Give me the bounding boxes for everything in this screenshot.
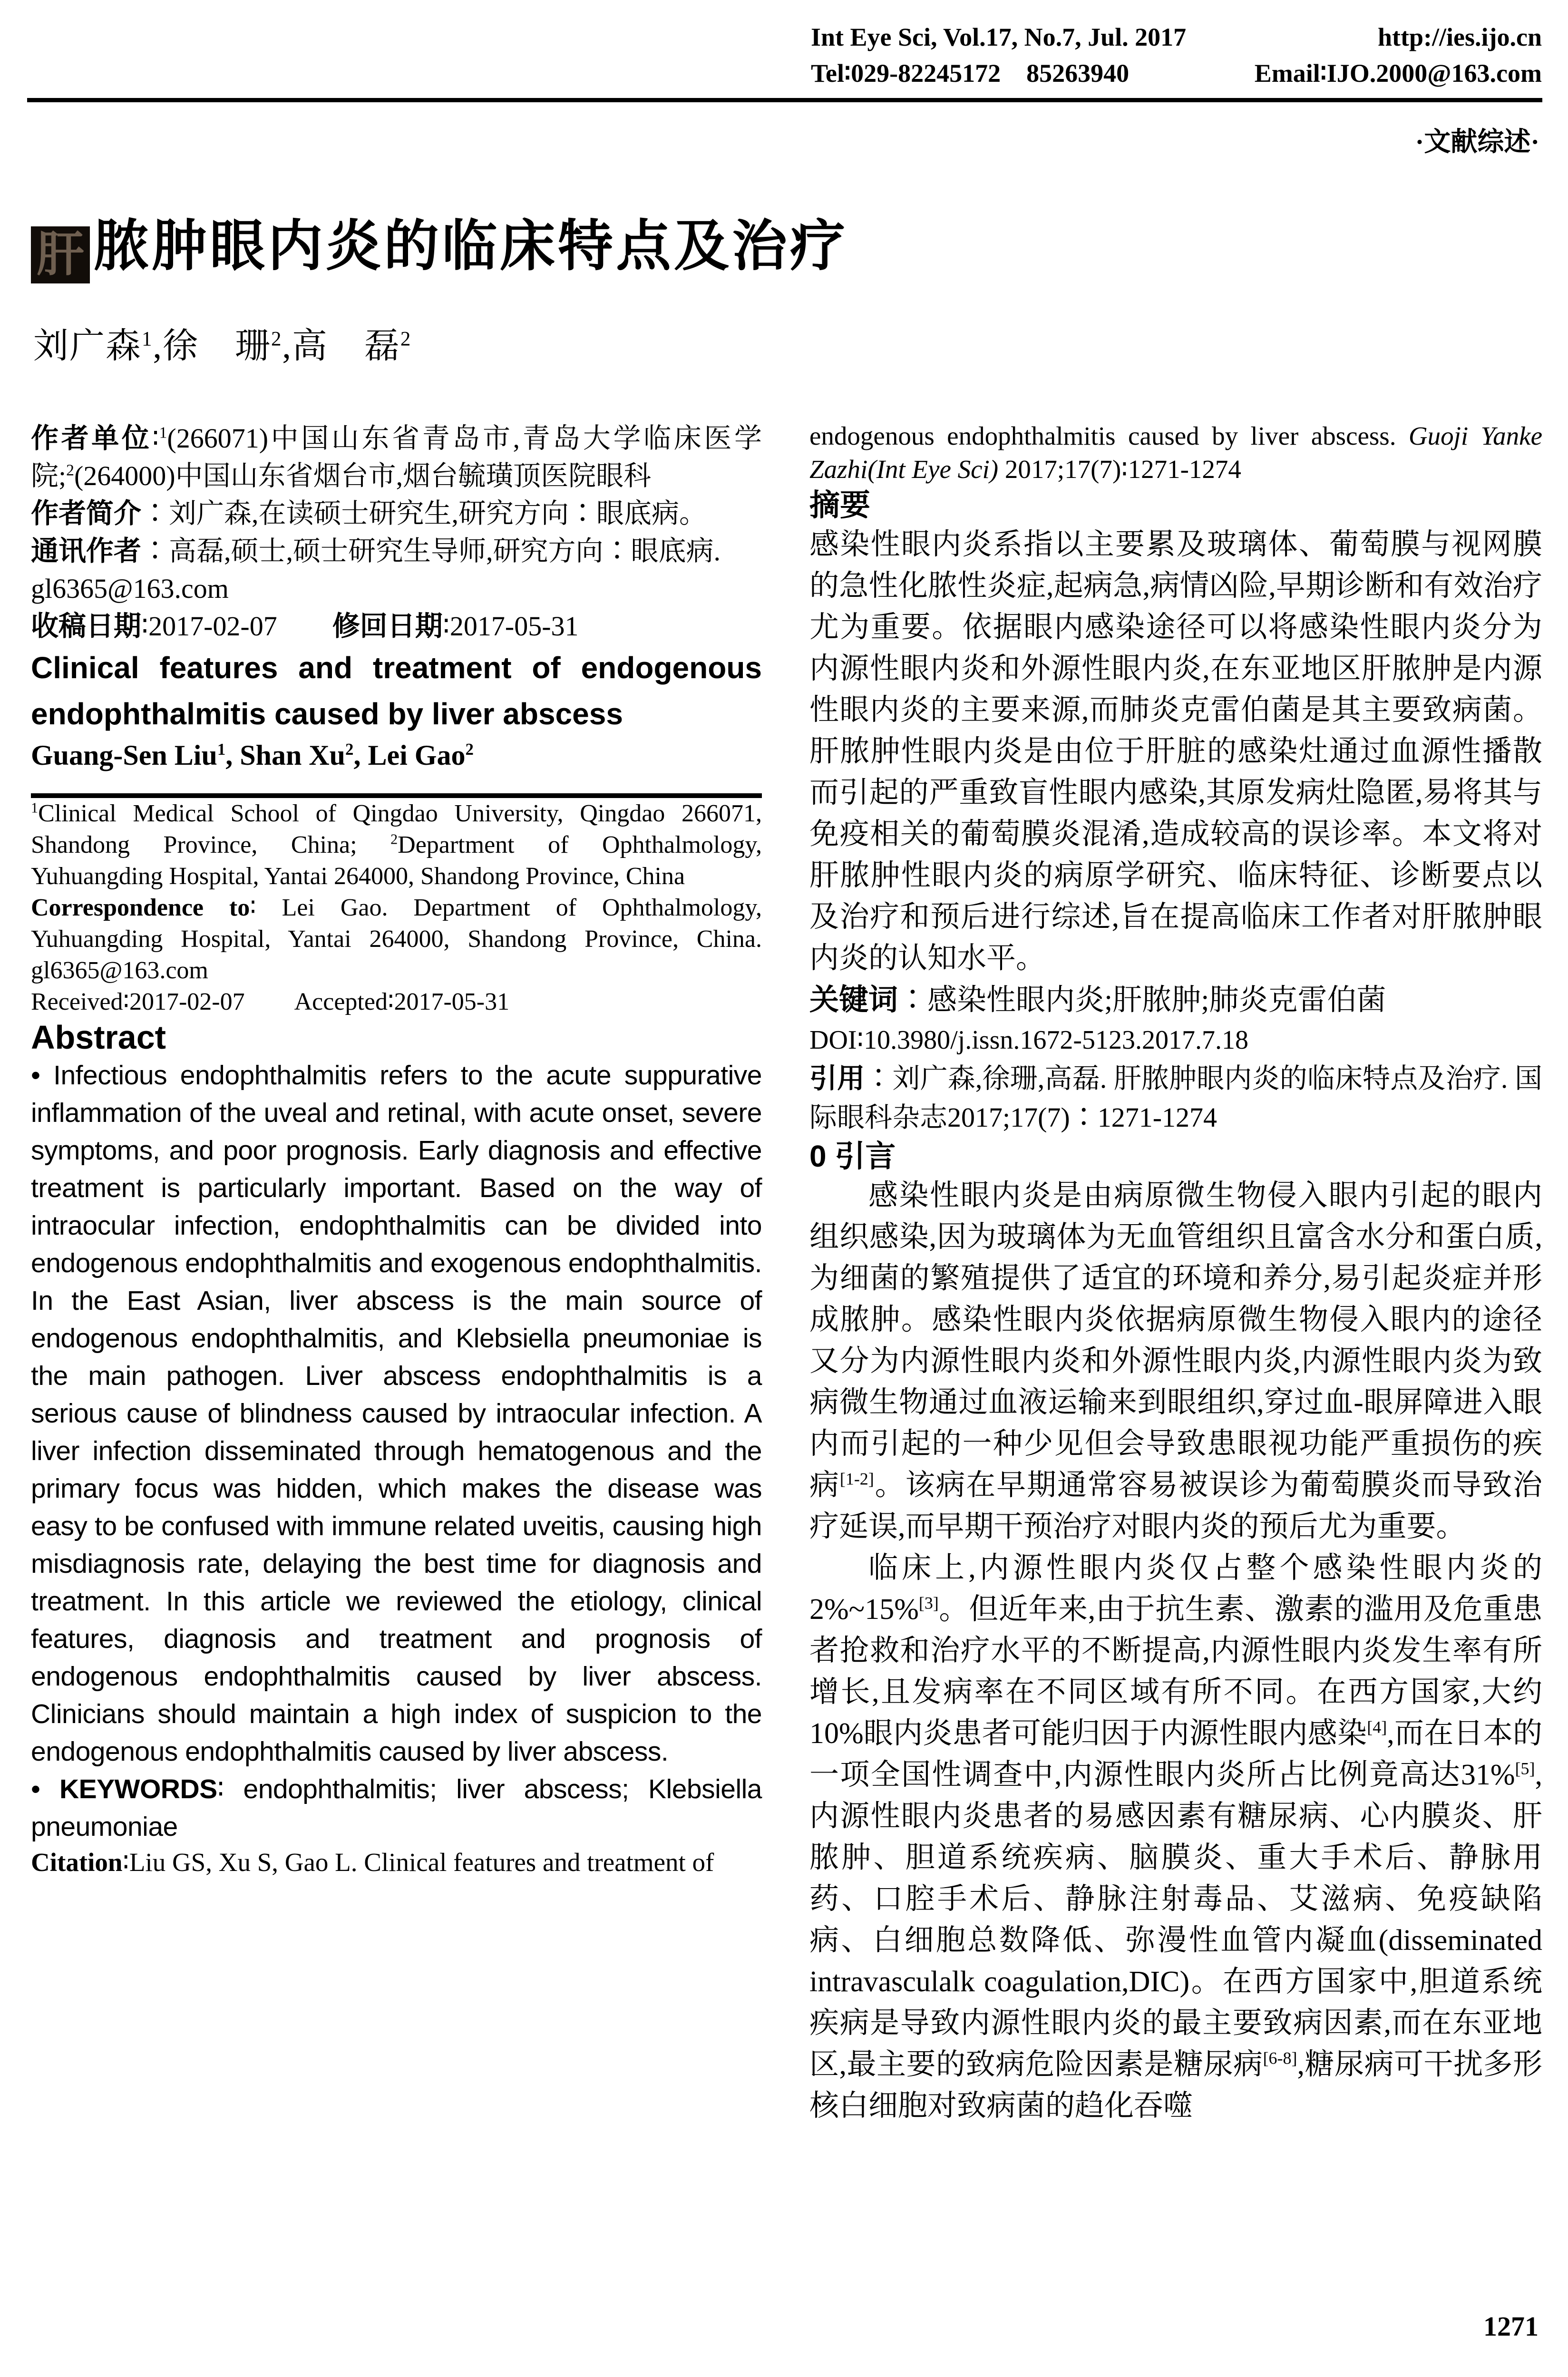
citation-en: Citation∶Liu GS, Xu S, Gao L. Clinical features and treatment of (31, 1848, 714, 1877)
divider-rule (31, 793, 762, 798)
intro-paragraph-1: 感染性眼内炎是由病原微生物侵入眼内引起的眼内组织感染,因为玻璃体为无血管组织且富含水分和蛋白质,为细菌的繁殖提供了适宜的环境和养分,易引起炎症并形成脓肿。感染性眼内炎依据病原微生物侵入眼内的途径又分为内源性眼内炎和外源性眼内炎,内源性眼内炎为致病微生物通过血液运输来到眼组织,穿过血-眼屏障进入眼内而引起的一种少见但会导致患眼视功能严重损伤的疾病[1-2]。该病在早期通常容易被误诊为葡萄膜炎而导致治疗延误,而早期干预治疗对眼内炎的预后尤为重要。 (809, 1179, 1542, 1543)
citation-continuation: endogenous endophthalmitis caused by liver abscess. Guoji Yanke Zazhi(Int Eye Sci) 2017;17(7)∶1271-1274 (809, 421, 1542, 484)
drop-cap: 肝 (31, 226, 90, 283)
journal-volume: Int Eye Sci, Vol.17, No.7, Jul. 2017 (811, 23, 1187, 51)
abstract-heading-cn: 摘要 (809, 488, 870, 522)
authors-cn: 刘广森$^1$,徐 珊$^2$,高 磊$^2$ (33, 327, 412, 366)
affiliation-en: $^1$Clinical Medical School of Qingdao University, Qingdao 266071, Shandong Province, China; $^2$Department of Ophthalmology, Yuhuangding Hospital, Yantai 264000, Shandong Province, China (31, 799, 762, 890)
page-number: 1271 (1483, 2311, 1539, 2342)
category-badge: ·文献综述· (1415, 127, 1539, 157)
abstract-text-cn: 感染性眼内炎系指以主要累及玻璃体、葡萄膜与视网膜的急性化脓性炎症,起病急,病情凶险,早期诊断和有效治疗尤为重要。依据眼内感染途径可以将感染性眼内炎分为内源性眼内炎和外源性眼内炎,在东亚地区肝脓肿是内源性眼内炎的主要来源,而肺炎克雷伯菌是其主要致病菌。肝脓肿性眼内炎是由位于肝脏的感染灶通过血源性播散而引起的严重致盲性眼内感染,其原发病灶隐匿,易将其与免疫相关的葡萄膜炎混淆,造成较高的误诊率。本文将对肝脓肿性眼内炎的病原学研究、临床特征、诊断要点以及治疗和预后进行综述,旨在提高临床工作者对肝脓肿眼内炎的认知水平。 (809, 528, 1542, 974)
left-column (31, 419, 762, 1879)
abstract-text: • Infectious endophthalmitis refers to the acute suppurative inflammation of the uveal and retinal, with acute onset, severe symptoms, and poor prognosis. Early diagnosis and effective treatment is particularly important. Based on the way of intraocular infection, endophthalmitis can be divided into endogenous endophthalmitis and exogenous endophthalmitis. In the East Asian, liver abscess is the main source of endogenous endophthalmitis, and Klebsiella pneumoniae is the main pathogen. Liver abscess endophthalmitis is a serious cause of blindness caused by intraocular infection. A liver infection disseminated through hematogenous and the primary focus was hidden, which makes the disease was easy to be confused with immune related uveitis, causing high misdiagnosis rate, delaying the best time for diagnosis and treatment. In this article we reviewed the etiology, clinical features, diagnosis and treatment and prognosis of endogenous endophthalmitis caused by liver abscess. Clinicians should maintain a high index of suspicion to the endogenous endophthalmitis caused by liver abscess. (31, 1060, 762, 1767)
citation-cn: 引用∶刘广森,徐珊,高磊. 肝脓肿眼内炎的临床特点及治疗. 国际眼科杂志2017;17(7)∶1271-1274 (809, 1063, 1542, 1133)
article-title-cn (31, 202, 848, 283)
journal-email: Email∶IJO.2000@163.com (1254, 59, 1542, 88)
article-title-cn-text: 脓肿眼内炎的临床特点及治疗 (94, 216, 848, 277)
section-heading: 0 引言 (809, 1139, 896, 1173)
journal-url: http://ies.ijo.cn (1378, 23, 1542, 51)
authors-en: Guang-Sen Liu$^1$, Shan Xu$^2$, Lei Gao$^2$ (31, 740, 474, 771)
affiliation-cn: 作者单位∶$^1$(266071)中国山东省青岛市,青岛大学临床医学院;$^2$(264000)中国山东省烟台市,烟台毓璜顶医院眼科 (31, 423, 762, 491)
correspondence-en: Correspondence to∶ Lei Gao. Department of Ophthalmology, Yuhuangding Hospital, Yantai 264000, Shandong Province, China. gl6365@163.com (31, 894, 762, 984)
journal-header (811, 19, 1542, 91)
keywords-en: • KEYWORDS∶ endophthalmitis; liver abscess; Klebsiella pneumoniae (31, 1774, 762, 1842)
journal-info-line2 (811, 55, 1542, 91)
keywords-cn: 关键词∶感染性眼内炎;肝脓肿;肺炎克雷伯菌 (809, 984, 1386, 1016)
intro-paragraph-2: 临床上,内源性眼内炎仅占整个感染性眼内炎的2%~15%[3]。但近年来,由于抗生素、激素的滥用及危重患者抢救和治疗水平的不断提高,内源性眼内炎发生率有所增长,且发病率在不同区域有所不同。在西方国家,大约10%眼内炎患者可能归因于内源性眼内感染[4],而在日本的一项全国性调查中,内源性眼内炎所占比例竟高达31%[5],内源性眼内炎患者的易感因素有糖尿病、心内膜炎、肝脓肿、胆道系统疾病、脑膜炎、重大手术后、静脉用药、口腔手术后、静脉注射毒品、艾滋病、免疫缺陷病、白细胞总数降低、弥漫性血管内凝血(disseminated intravasculalk coagulation,DIC)。在西方国家中,胆道系统疾病是导致内源性眼内炎的最主要致病因素,而在东亚地区,最主要的致病危险因素是糖尿病[6-8],糖尿病可干扰多形核白细胞对致病菌的趋化吞噬 (809, 1552, 1542, 2122)
doi: DOI∶10.3980/j.issn.1672-5123.2017.7.18 (809, 1025, 1249, 1055)
journal-info-line1 (811, 19, 1542, 55)
corresponding-author-cn: 通讯作者∶高磊,硕士,硕士研究生导师,研究方向∶眼底病. (31, 536, 721, 566)
journal-tel: Tel∶029-82245172 85263940 (811, 59, 1130, 88)
dates-cn: 收稿日期∶2017-02-07 修回日期∶2017-05-31 (31, 611, 579, 642)
affiliation-block-en (31, 798, 762, 1018)
received-dates-en: Received∶2017-02-07 Accepted∶2017-05-31 (31, 988, 510, 1015)
author-bio-cn: 作者简介∶刘广森,在读硕士研究生,研究方向∶眼底病。 (31, 498, 707, 529)
header-rule (27, 98, 1542, 102)
right-column (809, 419, 1542, 2127)
corresponding-email-cn: gl6365@163.com (31, 573, 229, 604)
author-info-block (31, 419, 762, 645)
abstract-heading: Abstract (31, 1019, 166, 1056)
article-title-en: Clinical features and treatment of endogenous endophthalmitis caused by liver abscess (31, 651, 762, 731)
